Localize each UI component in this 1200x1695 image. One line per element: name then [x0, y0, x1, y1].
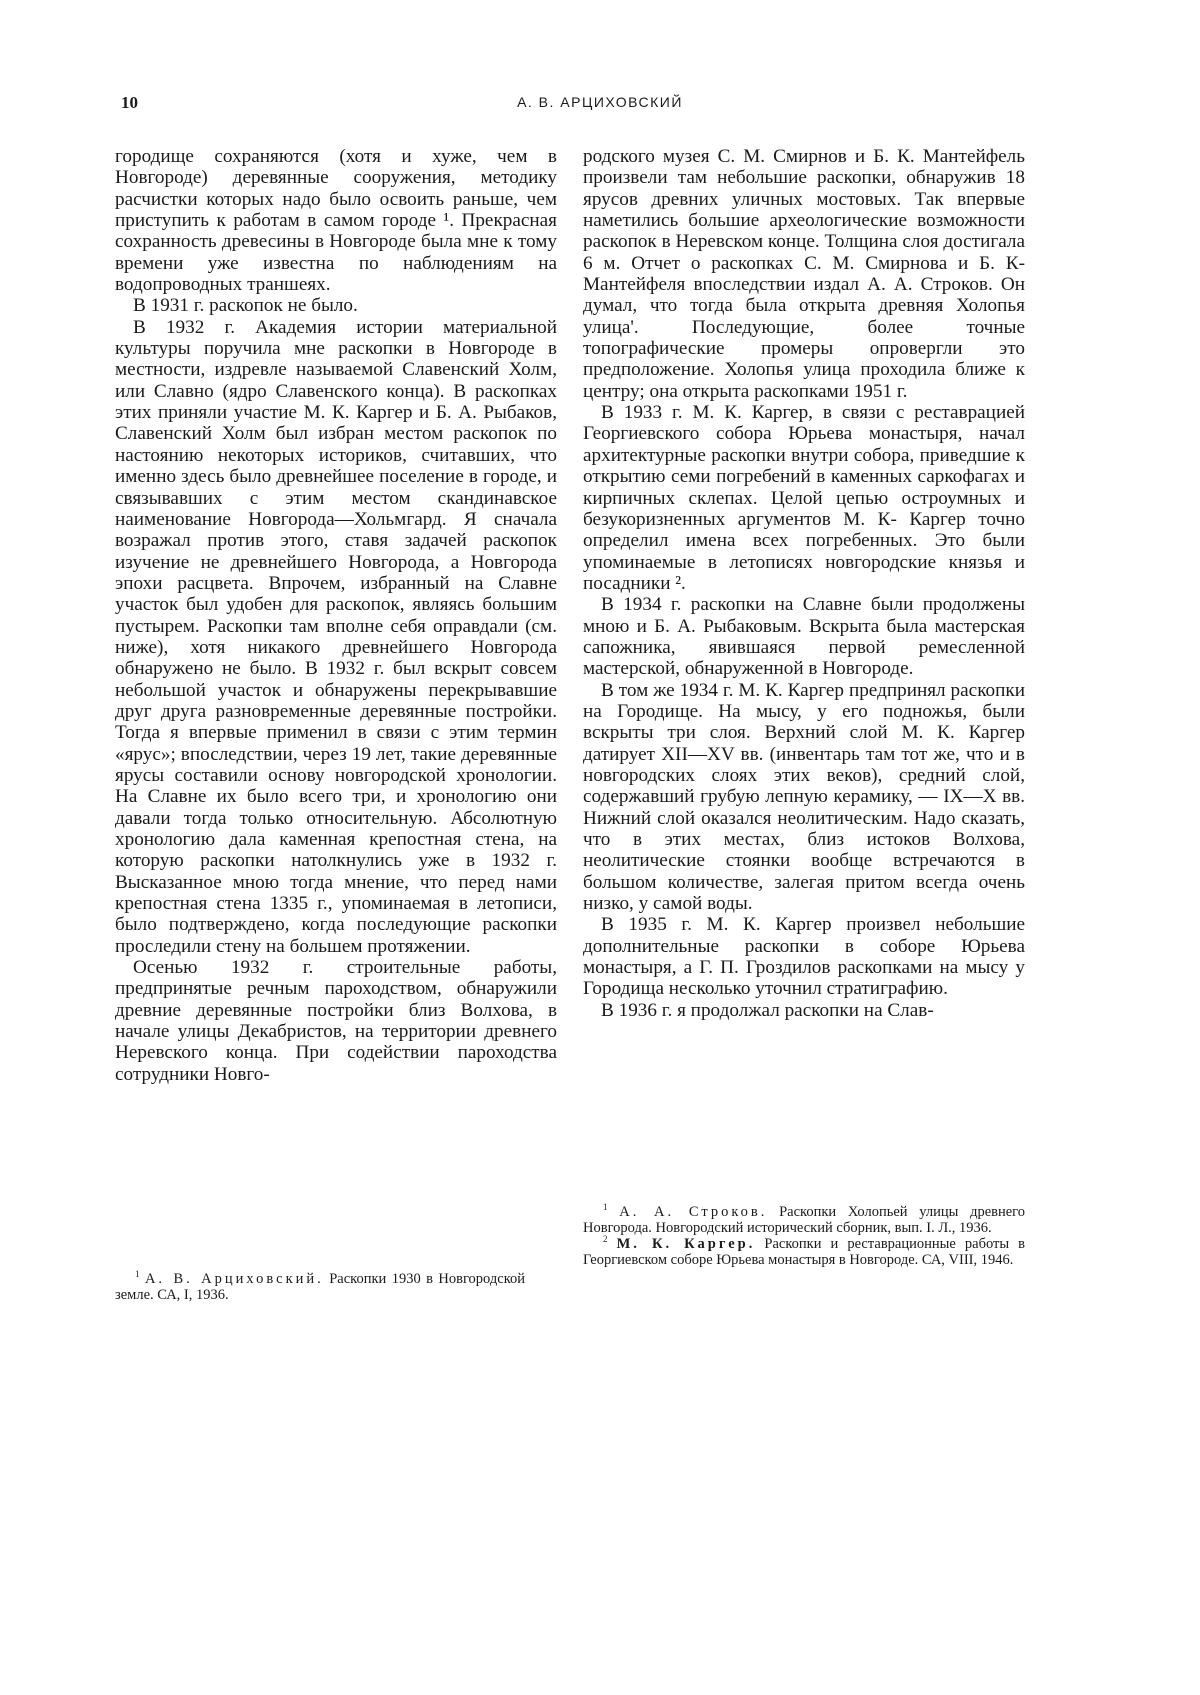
footnote-author: А. А. Строков.: [619, 1204, 768, 1220]
paragraph: В 1934 г. раскопки на Славне были продолжены мною и Б. А. Рыбаковым. Вскрыта была мастерская сапожника, явившаяся первой ремесленной мастерской, обнаруженной в Новгороде.: [583, 594, 1025, 680]
footnote-text: Раскопки Холопьей улицы древнего Новгорода. Новгородский исторический сборник, вып. I. Л., 1936.: [583, 1204, 1026, 1236]
left-column: [115, 146, 557, 1085]
right-column: [583, 146, 1025, 1021]
paragraph: В 1931 г. раскопок не было.: [133, 295, 358, 317]
footnote-text: Раскопки 1930 в Новгородской земле. СА, I, 1936.: [115, 1271, 526, 1303]
page-number: 10: [121, 93, 138, 112]
paragraph: В 1936 г. я продолжал раскопки на Слав-: [601, 999, 934, 1021]
paragraph: городище сохраняются (хотя и хуже, чем в Новгороде) деревянные сооружения, методику расчистки которых надо было освоить раньше, чем приступить к работам в самом городе ¹. Прекрасная сохранность древесины в Новгороде была мне к тому времени уже известна по наблюдениям на водопроводных траншеях.: [115, 146, 557, 296]
running-head: А. В. АРЦИХОВСКИЙ: [517, 94, 683, 110]
right-footnotes: [583, 1202, 1026, 1269]
paragraph: В том же 1934 г. М. К. Каргер предпринял раскопки на Городище. На мысу, у его подножья, были вскрыты три слоя. Верхний слой М. К. Каргер датирует XII—XV вв. (инвентарь там тот же, что и в новгородских слоях этих веков), средний слой, содержавший грубую лепную керамику, — IX—X вв. Нижний слой оказался неолитическим. Надо сказать, что в этих местах, близ истоков Волхова, неолитические стоянки вообще встречаются в большом количестве, залегая притом всегда очень низко, у самой воды.: [583, 679, 1025, 915]
footnote-marker: 2: [603, 1233, 608, 1244]
footnote-marker: 1: [603, 1202, 608, 1213]
paragraph: В 1933 г. М. К. Каргер, в связи с реставрацией Георгиевского собора Юрьева монастыря, начал архитектурные раскопки внутри собора, приведшие к открытию семи погребений в каменных саркофагах и кирпичных склепах. Целой цепью остроумных и безукоризненных аргументов М. К- Каргер точно определил имена всех погребенных. Это были упоминаемые в летописях новгородские князья и посадники ².: [583, 402, 1025, 594]
footnote-text: Раскопки и реставрационные работы в Георгиевском соборе Юрьева монастыря в Новгороде. СА, VIII, 1946.: [583, 1235, 1026, 1268]
left-footnotes: [115, 1269, 526, 1304]
footnote-marker: 1: [135, 1269, 140, 1280]
footnote: [115, 1269, 526, 1304]
paragraph: Осенью 1932 г. строительные работы, предпринятые речным пароходством, обнаружили древние деревянные постройки близ Волхова, в начале улицы Декабристов, на территории древнего Неревского конца. При содействии пароходства сотрудники Новго-: [115, 957, 557, 1085]
paragraph: В 1932 г. Академия истории материальной культуры поручила мне раскопки в Новгороде в местности, издревле называемой Славенский Холм, или Славно (ядро Славенского конца). В раскопках этих приняли участие М. К. Каргер и Б. А. Рыбаков, Славенский Холм был избран местом раскопок по настоянию некоторых историков, считавших, что именно здесь было древнейшее поселение в городе, и связывавших с этим местом скандинавское наименование Новгорода—Хольмгард. Я сначала возражал против этого, ставя задачей раскопок изучение не древнейшего Новгорода, а Новгорода эпохи расцвета. Впрочем, избранный на Славне участок был удобен для раскопок, являясь большим пустырем. Раскопки там вполне себя оправдали (см. ниже), хотя никакого древнейшего Новгорода обнаружено не было. В 1932 г. был вскрыт совсем небольшой участок и обнаружены перекрывавшие друг друга разновременные деревянные постройки. Тогда я впервые применил в связи с этим термин «ярус»; впоследствии, через 19 лет, такие деревянные ярусы составили основу новгородской хронологии. На Славне их было всего три, и хронологию они давали тогда только относительную. Абсолютную хронологию дала каменная крепостная стена, на которую раскопки натолкнулись уже в 1932 г. Высказанное мною тогда мнение, что перед нами крепостная стена 1335 г., упоминаемая в летописи, было подтверждено, когда последующие раскопки проследили стену на большем протяжении.: [115, 316, 557, 957]
footnote: [583, 1202, 1026, 1237]
paragraph: В 1935 г. М. К. Каргер произвел небольшие дополнительные раскопки в соборе Юрьева монастыря, а Г. П. Гроздилов раскопками на мысу у Городища несколько уточнил стратиграфию.: [583, 914, 1025, 1000]
footnote: [583, 1233, 1026, 1269]
footnote-author: М. К. Каргер.: [616, 1235, 756, 1252]
footnote-author: А. В. Арциховский.: [144, 1271, 324, 1287]
paragraph: родского музея С. М. Смирнов и Б. К. Мантейфель произвели там небольшие раскопки, обнаружив 18 ярусов древних уличных мостовых. Так впервые наметились большие археологические возможности раскопок в Неревском конце. Толщина слоя достигала 6 м. Отчет о раскопках С. М. Смирнова и Б. К- Мантейфеля впоследствии издал А. А. Строков. Он думал, что тогда была открыта древняя Холопья улица'. Последующие, более точные топографические промеры опровергли это предположение. Холопья улица проходила ближе к центру; она открыта раскопками 1951 г.: [583, 146, 1025, 402]
